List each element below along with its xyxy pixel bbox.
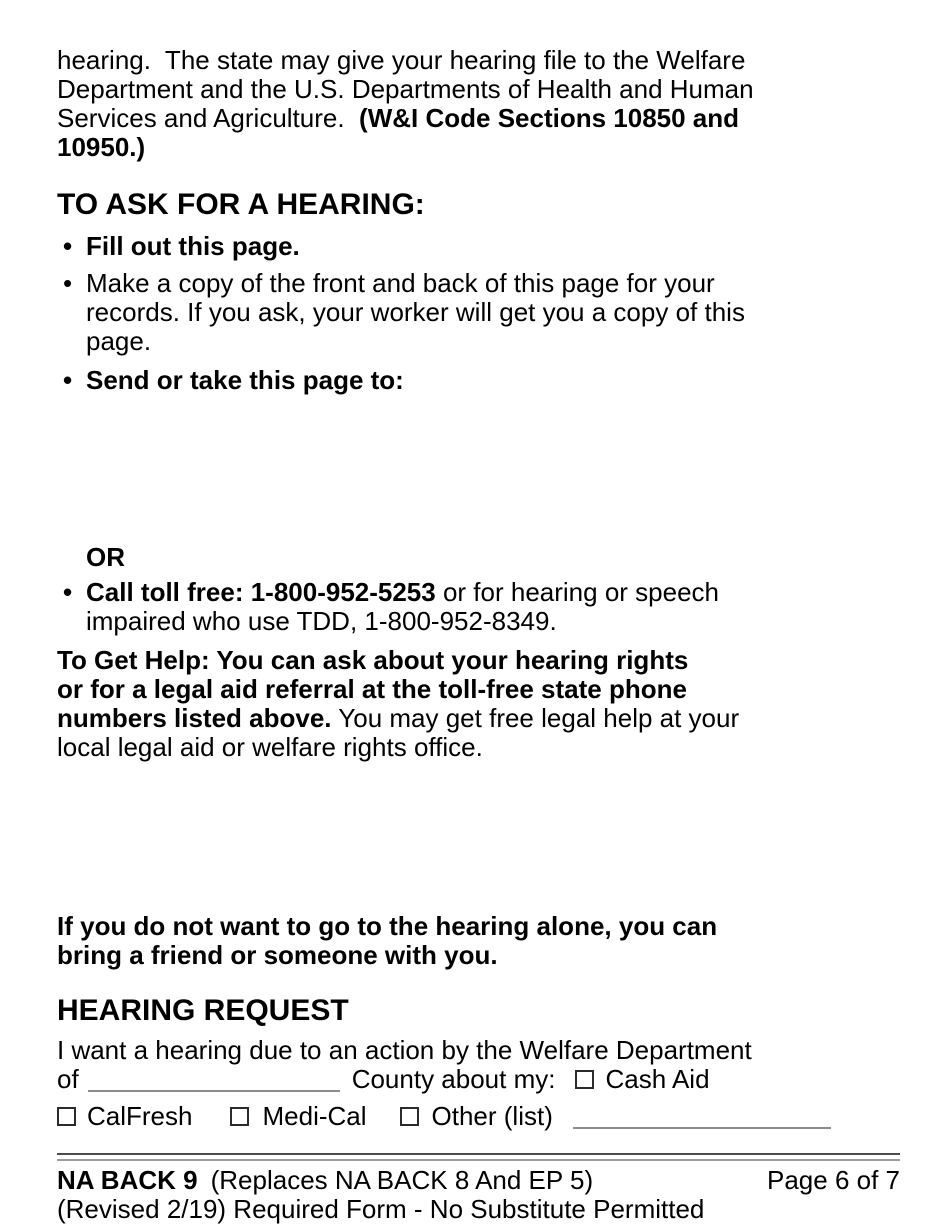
form-id: NA BACK 9 <box>57 1165 198 1195</box>
other-label: Other (list) <box>431 1101 553 1131</box>
footer-form-info <box>57 1166 593 1195</box>
bullet-make-copy <box>57 269 900 356</box>
section-heading-hearing-request: HEARING REQUEST <box>57 994 349 1027</box>
get-help-line-1: To Get Help: You can ask about your hearing rights <box>57 645 689 675</box>
companion-paragraph <box>57 912 900 970</box>
medi-cal-checkbox[interactable] <box>230 1107 249 1126</box>
county-name-field[interactable] <box>88 1068 340 1092</box>
other-checkbox[interactable] <box>400 1107 419 1126</box>
medi-cal-label: Medi-Cal <box>262 1101 367 1131</box>
form-replaces: (Replaces NA BACK 8 And EP 5) <box>210 1165 594 1195</box>
blank-area <box>57 762 900 912</box>
request-line-1: I want a hearing due to an action by the Welfare Department <box>57 1035 752 1065</box>
intro-line-3-normal: Services and Agriculture. <box>57 103 360 133</box>
bullet-call-toll-free <box>57 578 900 636</box>
hearing-request-paragraph <box>57 1036 900 1131</box>
call-line-2: impaired who use TDD, 1-800-952-8349. <box>86 606 557 636</box>
cash-aid-label: Cash Aid <box>605 1064 710 1094</box>
companion-line-1: If you do not want to go to the hearing alone, you can <box>57 911 718 941</box>
bullet-send-page: • Send or take this page to: <box>57 366 900 395</box>
calfresh-checkbox[interactable] <box>57 1107 76 1126</box>
page-footer <box>57 1166 900 1224</box>
get-help-line-3-normal: You may get free legal help at your <box>331 703 740 733</box>
toll-free-number: Call toll free: 1-800-952-5253 <box>86 577 436 607</box>
call-line-1 <box>86 578 900 607</box>
intro-line-3 <box>57 104 900 133</box>
page-number: Page 6 of 7 <box>767 1165 900 1195</box>
footer-line-1 <box>57 1166 900 1195</box>
request-line-3 <box>57 1102 900 1131</box>
request-line-2 <box>57 1065 900 1094</box>
intro-paragraph <box>57 46 900 162</box>
calfresh-label: CalFresh <box>87 1101 193 1131</box>
get-help-line-2: or for a legal aid referral at the toll-free state phone <box>57 674 687 704</box>
section-heading-to-ask: TO ASK FOR A HEARING: <box>57 188 425 221</box>
or-label: OR <box>86 542 125 572</box>
wi-code-reference: (W&I Code Sections 10850 and <box>359 103 740 133</box>
copy-line-1: • Make a copy of the front and back of this page for your <box>86 268 715 298</box>
intro-line-4: 10950.) <box>57 132 146 162</box>
other-list-field[interactable] <box>573 1105 831 1129</box>
county-label: County about my: <box>351 1064 556 1094</box>
of-label: of <box>57 1064 79 1094</box>
companion-line-2: bring a friend or someone with you. <box>57 940 498 970</box>
footer-divider <box>57 1153 900 1161</box>
intro-line-1: hearing. The state may give your hearing file to the Welfare <box>57 45 746 75</box>
copy-line-3: page. <box>86 326 152 356</box>
address-blank-area <box>57 395 900 543</box>
get-help-line-3 <box>57 704 900 733</box>
intro-line-2: Department and the U.S. Departments of Health and Human <box>57 74 754 104</box>
footer-line-2: (Revised 2/19) Required Form - No Substitute Permitted <box>57 1194 705 1224</box>
cash-aid-checkbox[interactable] <box>575 1070 594 1089</box>
get-help-line-4: local legal aid or welfare rights office. <box>57 732 483 762</box>
get-help-line-3-bold: numbers listed above. <box>57 703 332 733</box>
bullet-fill-out-page: • Fill out this page. <box>57 232 900 261</box>
call-line-1-rest: or for hearing or speech <box>435 577 720 607</box>
get-help-paragraph <box>57 646 900 762</box>
copy-line-2: records. If you ask, your worker will get you a copy of this <box>86 297 745 327</box>
